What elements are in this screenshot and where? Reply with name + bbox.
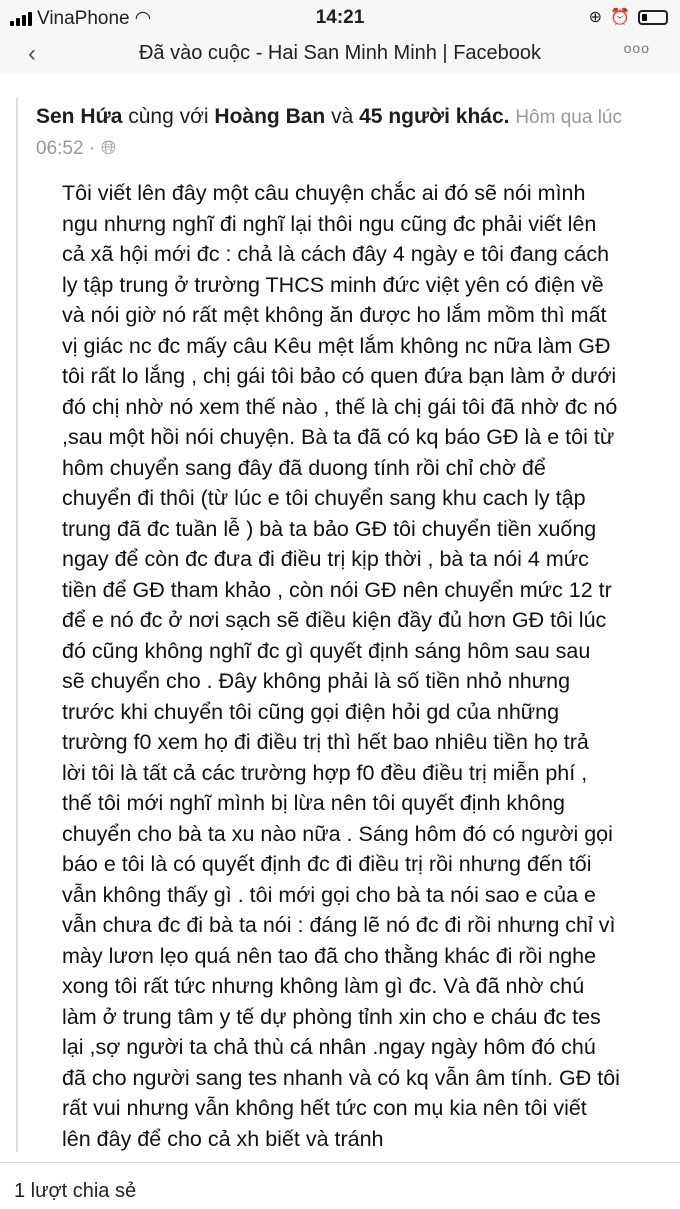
others-link[interactable]: 45 người khác. — [359, 105, 510, 128]
globe-icon: 🌐︎ — [101, 138, 117, 159]
alarm-icon: ⏰ — [610, 9, 630, 26]
post-text-line: làm ở trung tâm y tế dự phòng tỉnh xin cho e cháu đc tes — [62, 1004, 601, 1029]
with-text: cùng với — [128, 105, 209, 128]
post-text-line: ,sau một hồi nói chuyện. Bà ta đã có kq báo GĐ là e tôi từ — [62, 425, 615, 449]
post-text-line: trung đã đc tuần lễ ) bà ta bảo GĐ tôi chuyển tiền xuống — [62, 516, 597, 541]
divider — [0, 1162, 680, 1163]
and-text: và — [331, 105, 354, 128]
back-button[interactable]: ‹ — [28, 40, 36, 67]
status-bar — [0, 0, 680, 36]
wifi-icon: ◠ — [134, 8, 152, 29]
post-header — [36, 102, 666, 164]
post-text-line: cả xã hội mới đc : chả là cách đây 4 ngày e tôi đang cách — [62, 242, 610, 266]
tagged-link[interactable]: Hoàng Ban — [214, 105, 326, 128]
clock: 14:21 — [315, 7, 365, 28]
share-count[interactable]: 1 lượt chia sẻ — [14, 1180, 137, 1202]
post-text-line: báo e tôi là có quyết định đc đi điều trị rồi nhưng đến tối — [62, 852, 592, 876]
post-text-line: đó cũng không nghĩ đc gì quyết định sáng hôm sau sau — [62, 638, 591, 663]
post-text-line: xong tôi rất tức nhưng không làm gì đc. Và đã nhờ chú — [62, 974, 585, 998]
carrier-name: VinaPhone — [37, 7, 130, 29]
quote-border — [16, 98, 18, 1152]
post-text-line: ngu nhưng nghĩ đi nghĩ lại thôi ngu cũng đc phải viết lên — [62, 211, 597, 236]
post-text-line: lên đây để cho cả xh biết và tránh — [62, 1126, 384, 1151]
rotation-lock-icon: ⊕ — [588, 9, 603, 26]
battery-icon — [638, 10, 668, 25]
post-text-line: hôm chuyển sang đây đã duong tính rồi chỉ chờ để — [62, 455, 546, 480]
post-text-line: rất vui nhưng vẫn không hết tức con mụ kia nên tôi viết — [62, 1096, 587, 1120]
post-text-line: và nói giờ nó rất mệt không ăn được ho lắm mồm thì mất — [62, 303, 607, 327]
post-text-line: thế tôi mới nghĩ mình bị lừa nên tôi quyết định không — [62, 791, 565, 815]
page-title: Đã vào cuộc - Hai San Minh Minh | Facebook — [138, 42, 542, 64]
post-text-line: đã cho người sang tes nhanh và có kq vẫn âm tính. GĐ tôi — [62, 1065, 620, 1090]
post-text-line: trường f0 xem họ đi điều trị thì hết bao nhiêu tiền họ trả — [62, 730, 589, 754]
author-link[interactable]: Sen Hứa — [36, 105, 123, 128]
more-options-button[interactable]: ooo — [623, 40, 650, 56]
post-text-line: mày lươn lẹo quá nên tao đã cho thằng khác đi rồi nghe — [62, 943, 597, 968]
post-body — [62, 178, 620, 1154]
post-time[interactable]: Hôm qua lúc 06:52 · — [36, 107, 622, 159]
post-text-line: chuyển cho bà ta xu nào nữa . Sáng hôm đó có người gọi — [62, 821, 613, 846]
post-text-line: vẫn không thấy gì . tôi mới gọi cho bà ta nói sao e của e — [62, 882, 597, 907]
post-text-line: lời tôi là tất cả các trường hợp f0 đều điều trị miễn phí , — [62, 760, 588, 785]
post-text-line: sẽ chuyển cho . Đây không phải là số tiền nhỏ nhưng — [62, 669, 571, 693]
post-text-line: trước khi chuyển tôi cũng gọi điện hỏi gd của những — [62, 699, 560, 724]
browser-nav-bar — [0, 36, 680, 74]
post-text-line: đó chị nhờ nó xem thế nào , thế là chị gái tôi đã nhờ đc nó — [62, 394, 618, 419]
post-text-line: vị giác nc đc mấy câu Kêu mệt lắm không nc nữa làm GĐ — [62, 333, 611, 358]
post-text-line: ngay để còn đc đưa đi điều trị kịp thời , bà ta nói 4 mức — [62, 547, 589, 571]
post-text-line: ly tập trung ở trường THCS minh đức việt yên có điện về — [62, 272, 604, 297]
post-text-line: lại ,sợ người ta chả thù cá nhân .ngay ngày hôm đó chú — [62, 1035, 596, 1059]
post-text-line: tiền để GĐ tham khảo , còn nói GĐ nên chuyển mức 12 tr — [62, 577, 612, 602]
post-text-line: tôi rất lo lắng , chị gái tôi bảo có quen đứa bạn làm ở dưới — [62, 364, 617, 388]
post-text-line: vẫn chưa đc đi bà ta nói : đáng lẽ nó đc đi rồi nhưng chỉ vì — [62, 913, 616, 937]
post-text-line: Tôi viết lên đây một câu chuyện chắc ai đó sẽ nói mình — [62, 181, 586, 205]
post-text-line: chuyển đi thôi (từ lúc e tôi chuyển sang khu cach ly tập — [62, 486, 586, 510]
post-text-line: để e nó đc ở nơi sạch sẽ điều kiện đầy đủ hơn GĐ tôi lúc — [62, 608, 607, 632]
